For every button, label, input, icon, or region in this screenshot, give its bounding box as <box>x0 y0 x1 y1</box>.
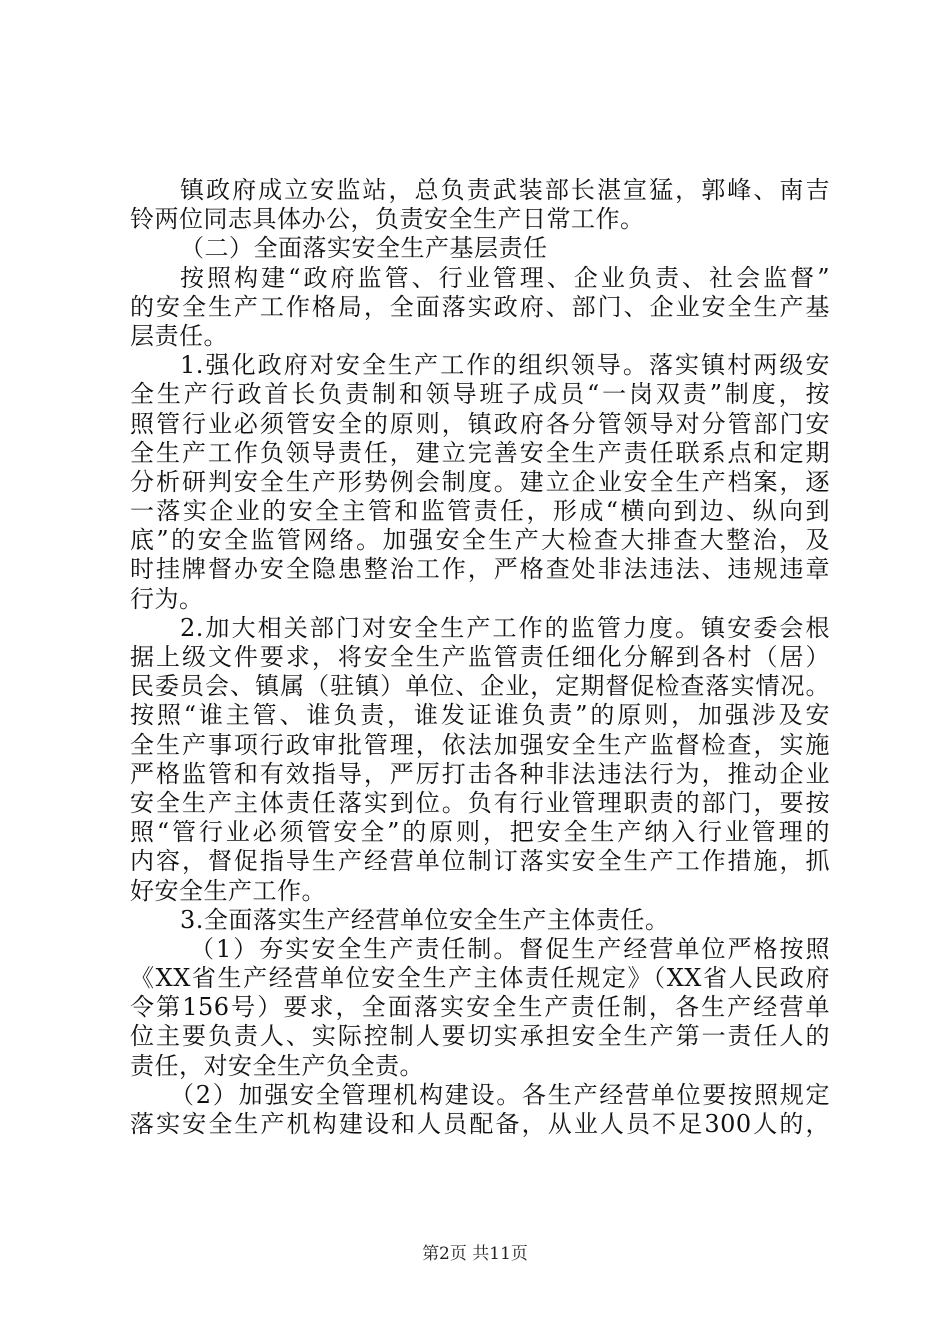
text-line: 严格监管和有效指导，严厉打击各种非法违法行为，推动企业 <box>130 759 830 788</box>
text-line: 按照“谁主管、谁负责，谁发证谁负责”的原则，加强涉及安 <box>130 701 830 730</box>
text-line: 位主要负责人、实际控制人要切实承担安全生产第一责任人的 <box>130 1022 830 1051</box>
text-line: 3.全面落实生产经营单位安全生产主体责任。 <box>180 905 670 934</box>
text-line: 的安全生产工作格局，全面落实政府、部门、企业安全生产基 <box>130 292 830 321</box>
text-line: 时挂牌督办安全隐患整治工作，严格查处非法违法、违规违章 <box>130 555 830 584</box>
text-line: 民委员会、镇属（驻镇）单位、企业，定期督促检查落实情况。 <box>130 672 830 701</box>
text-line: 底”的安全监管网络。加强安全生产大检查大排查大整治，及 <box>130 526 830 555</box>
text-line: （1）夯实安全生产责任制。督促生产经营单位严格按照 <box>190 934 830 963</box>
text-line: 行为。 <box>130 584 204 613</box>
text-line: 内容，督促指导生产经营单位制订落实安全生产工作措施，抓 <box>130 847 830 876</box>
text-line: 好安全生产工作。 <box>130 876 326 905</box>
text-line: 据上级文件要求，将安全生产监管责任细化分解到各村（居） <box>130 643 830 671</box>
text-line: 责任，对安全生产负全责。 <box>130 1051 424 1080</box>
text-line: 分析研判安全生产形势例会制度。建立企业安全生产档案，逐 <box>130 467 830 496</box>
text-line: 1.强化政府对安全生产工作的组织领导。落实镇村两级安 <box>180 351 830 380</box>
text-line: 安全生产主体责任落实到位。负有行业管理职责的部门，要按 <box>130 788 830 817</box>
text-line: 全生产事项行政审批管理，依法加强安全生产监督检查，实施 <box>130 730 830 759</box>
text-line: 全生产工作负领导责任，建立完善安全生产责任联系点和定期 <box>130 438 830 467</box>
page-number-footer: 第2页 共11页 <box>422 1244 528 1264</box>
text-line: 层责任。 <box>130 321 228 350</box>
text-line: 铃两位同志具体办公，负责安全生产日常工作。 <box>130 205 645 234</box>
text-line: 照管行业必须管安全的原则，镇政府各分管领导对分管部门安 <box>130 409 830 438</box>
text-line: 《XX省生产经营单位安全生产主体责任规定》（XX省人民政府 <box>130 964 830 993</box>
text-line: （2）加强安全管理机构建设。各生产经营单位要按照规定 <box>170 1080 830 1109</box>
text-line: 镇政府成立安监站，总负责武装部长湛宣猛，郭峰、南吉 <box>180 176 830 204</box>
text-line: 按照构建“政府监管、行业管理、企业负责、社会监督” <box>180 263 830 292</box>
document-body <box>130 176 830 1139</box>
text-line: 落实安全生产机构建设和人员配备，从业人员不足300人的， <box>130 1110 830 1138</box>
text-line: 令第156号）要求，全面落实安全生产责任制，各生产经营单 <box>130 993 830 1022</box>
text-line: 一落实企业的安全主管和监管责任，形成“横向到边、纵向到 <box>130 497 830 526</box>
text-line: 2.加大相关部门对安全生产工作的监管力度。镇安委会根 <box>180 613 830 642</box>
text-line: 照“管行业必须管安全”的原则，把安全生产纳入行业管理的 <box>130 818 830 847</box>
text-line: （二）全面落实安全生产基层责任 <box>180 234 548 263</box>
text-line: 全生产行政首长负责制和领导班子成员“一岗双责”制度，按 <box>130 380 830 409</box>
